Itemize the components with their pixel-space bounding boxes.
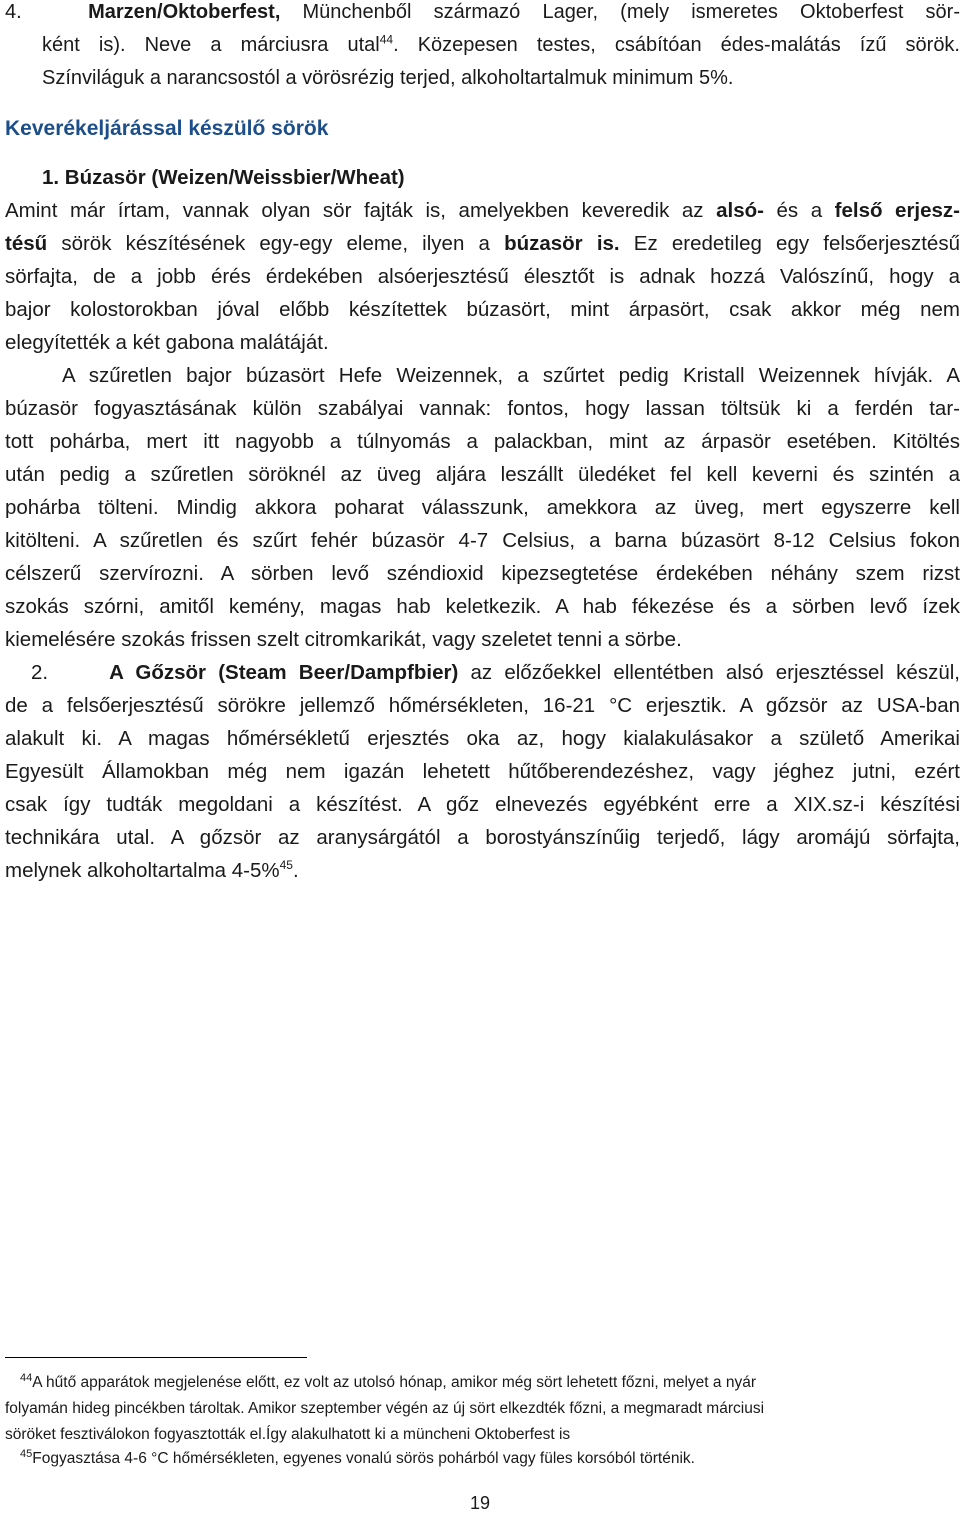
footnote-45-text-1: Fogyasztása 4-6 °C hőmérsékleten, egyenes vonalú sörös pohárból vagy füles korsóból történik. [32, 1450, 695, 1467]
paragraph-2-line-9: kiemelésére szokás frissen szelt citromkarikát, vagy szeletet tenni a sörbe. [5, 628, 682, 651]
footnote-45-marker: 45 [20, 1447, 33, 1460]
item-1-line-2-text-a: sörök készítésének egy-egy eleme, ilyen a [47, 232, 505, 255]
item-4-paragraph [5, 0, 960, 95]
footnote-44-line-1 [5, 1370, 960, 1396]
item-4-line-2-text-a: ként is). Neve a márciusra utal [42, 34, 380, 56]
footnote-44-line-3: söröket fesztiválokon fogyasztották el.Így alakulhatott ki a müncheni Oktoberfest is [5, 1426, 571, 1443]
footnote-44-line-2: folyamán hideg pincékben tároltak. Amikor szeptember végén az új sört elkezdték főzni, a megmaradt márciusi [5, 1400, 765, 1417]
item-1-line-5: elegyítették a két gabona malátáját. [5, 331, 329, 354]
footnote-45-line-1 [5, 1446, 960, 1472]
footnote-separator [5, 1357, 307, 1358]
item-1-title [5, 161, 960, 194]
item-1-line-1-text-a: Amint már írtam, vannak olyan sör fajták is, amelyekben keveredik az [5, 199, 717, 222]
item-2-title: A Gőzsör (Steam Beer/Dampfbier) [109, 661, 459, 684]
item-1-line-1-bold-a: alsó- [716, 199, 764, 222]
footnote-ref-44: 44 [379, 32, 394, 47]
item-4-line-3: Színviláguk a narancsostól a vörösrézig terjed, alkoholtartalmuk minimum 5%. [42, 67, 734, 89]
item-4-title: Marzen/Oktoberfest, [88, 1, 281, 23]
item-2-line-2: de a felsőerjesztésű sörökre jellemző hőmérsékleten, 16-21 °C erjesztik. A gőzsör az USA-ban [5, 694, 960, 717]
item-2-number: 2. [31, 661, 49, 684]
page-number: 19 [469, 1493, 491, 1513]
item-2-line-1-text: az előzőekkel ellentétben alsó erjesztéssel készül, [458, 661, 960, 684]
paragraph-2-line-3: tott pohárba, mert itt nagyobb a túlnyomás a palackban, mint az árpasör esetében. Kitöltés [5, 430, 960, 453]
item-1-line-2-bold-a: tésű [5, 232, 48, 255]
item-1-line-2-bold-b: búzasör is. [504, 232, 620, 255]
paragraph-2-line-6: kitölteni. A szűretlen és szűrt fehér búzasör 4-7 Celsius, a barna búzasört 8-12 Celsius fokon [5, 529, 960, 552]
footnote-44 [5, 1370, 960, 1448]
item-2-line-7-text: melynek alkoholtartalma 4-5% [5, 859, 280, 882]
item-4-line-2 [5, 29, 960, 62]
item-2-line-5: csak így tudták megoldani a készítést. A gőz elnevezés egyébként erre a XIX.sz-i készítési [5, 793, 960, 816]
item-1-line-2-text-c: Ez eredetileg egy felsőerjesztésű [619, 232, 960, 255]
item-1-line-1-text-c: és a [763, 199, 835, 222]
item-4-line-1-text: Münchenből származó Lager, (mely ismeretes Oktoberfest sör- [280, 1, 960, 23]
footnote-ref-45: 45 [279, 858, 293, 873]
item-4-line-2-text-b: . Közepesen testes, csábítóan édes-malátás ízű sörök. [393, 34, 960, 56]
item-2-line-6: technikára utal. A gőzsör az aranysárgától a borostyánszínűig terjedő, lágy aromájú sörfajta, [5, 826, 960, 849]
item-4-number: 4. [5, 1, 22, 23]
paragraph-2-line-1: A szűretlen bajor búzasört Hefe Weizennek, a szűrtet pedig Kristall Weizennek hívják. A [62, 364, 960, 387]
item-2-paragraph [5, 656, 960, 887]
paragraph-2-line-4: után pedig a szűretlen söröknél az üveg aljára leszállt üledéket fel kell keverni és szintén a [5, 463, 960, 486]
item-2-line-7-end: . [292, 859, 299, 882]
item-1-line-1 [5, 194, 960, 227]
section-heading: Keverékeljárással készülő sörök [5, 117, 329, 140]
item-1-paragraph [5, 161, 960, 359]
item-1-line-3: sörfajta, de a jobb érés érdekében alsóerjesztésű élesztőt is adnak hozzá Valószínű, hogy a [5, 265, 960, 288]
item-1-title-text: 1. Búzasör (Weizen/Weissbier/Wheat) [42, 166, 405, 189]
item-2-line-4: Egyesült Államokban még nem igazán lehetett hűtőberendezéshez, vagy jéghez jutni, ezért [5, 760, 960, 783]
item-2-line-1 [5, 656, 960, 689]
item-1-line-4: bajor kolostorokban jóval előbb készítettek búzasört, mint árpasört, csak akkor még nem [5, 298, 960, 321]
item-4-line-1 [5, 0, 960, 29]
paragraph-2 [5, 359, 960, 656]
paragraph-2-line-2: búzasör fogyasztásának külön szabályai vannak: fontos, hogy lassan töltsük ki a ferdén tar- [5, 397, 960, 420]
item-2-line-3: alakult ki. A magas hőmérsékletű erjesztés oka az, hogy kialakulásakor a születő Amerikai [5, 727, 960, 750]
item-2-line-7 [5, 854, 960, 887]
paragraph-2-line-8: szokás szórni, amitől kemény, magas hab keletkezik. A hab fékezése és a sörben levő ízek [5, 595, 960, 618]
paragraph-2-line-5: pohárba tölteni. Mindig akkora poharat válasszunk, amekkora az üveg, mert egyszerre kell [5, 496, 960, 519]
footnote-45 [5, 1446, 960, 1472]
footnote-44-text-1: A hűtő apparátok megjelenése előtt, ez volt az utolsó hónap, amikor még sört lehetett főzni, melyet a nyár [32, 1374, 756, 1391]
footnote-44-marker: 44 [20, 1371, 33, 1384]
item-1-line-2 [5, 227, 960, 260]
item-1-line-1-bold-b: felső erjesz- [834, 199, 960, 222]
paragraph-2-line-7: célszerű szervírozni. A sörben levő széndioxid kipezsegtetése érdekében néhány szem rizst [5, 562, 960, 585]
